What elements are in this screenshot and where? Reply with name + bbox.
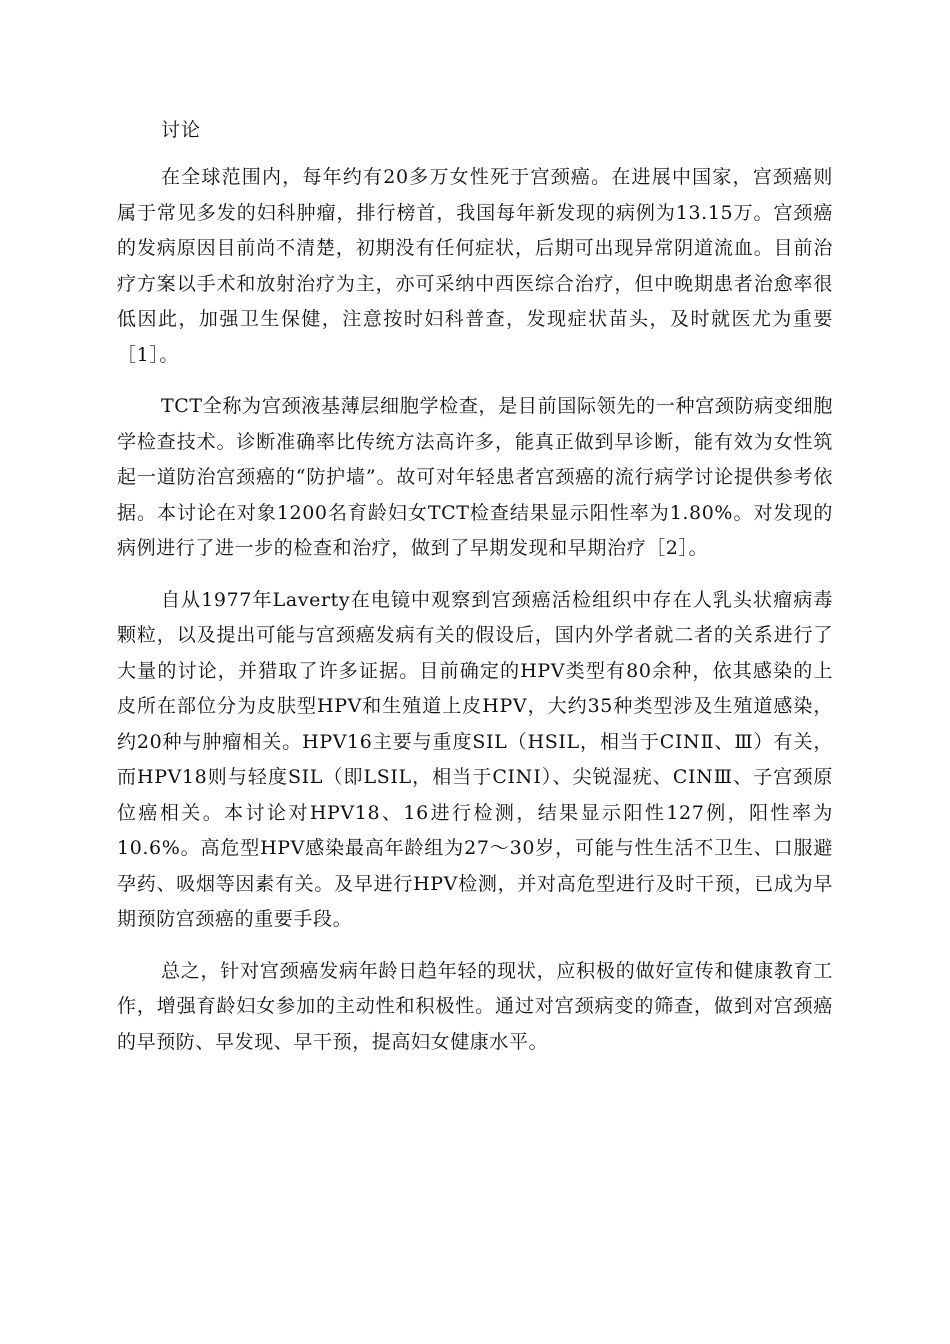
- paragraph-1: 在全球范围内，每年约有20多万女性死于宫颈癌。在进展中国家，宫颈癌则属于常见多发的妇科肿瘤，排行榜首，我国每年新发现的病例为13.15万。宫颈癌的发病原因目前尚不清楚，初期没有任何症状，后期可出现异常阴道流血。目前治疗方案以手术和放射治疗为主，亦可采纳中西医综合治疗，但中晚期患者治愈率很低因此，加强卫生保健，注意按时妇科普查，发现症状苗头，及时就医尤为重要［1］。: [117, 166, 833, 366]
- paragraph-3: 自从1977年Laverty在电镜中观察到宫颈癌活检组织中存在人乳头状瘤病毒颗粒，以及提出可能与宫颈癌发病有关的假设后，国内外学者就二者的关系进行了大量的讨论，并猎取了许多证据。目前确定的HPV类型有80余种，依其感染的上皮所在部位分为皮肤型HPV和生殖道上皮HPV，大约35种类型涉及生殖道感染，约20种与肿瘤相关。HPV16主要与重度SIL（HSIL，相当于CINⅡ、Ⅲ）有关，而HPV18则与轻度SIL（即LSIL，相当于CINⅠ）、尖锐湿疣、CINⅢ、子宫颈原位癌相关。本讨论对HPV18、16进行检测，结果显示阳性127例，阳性率为10.6%。高危型HPV感染最高年龄组为27～30岁，可能与性生活不卫生、口服避孕药、吸烟等因素有关。及早进行HPV检测，并对高危型进行及时干预，已成为早期预防宫颈癌的重要手段。: [117, 588, 833, 930]
- section-heading: 讨论: [161, 119, 202, 141]
- document-page: [117, 112, 833, 1060]
- paragraph-4: 总之，针对宫颈癌发病年龄日趋年轻的现状，应积极的做好宣传和健康教育工作，增强育龄妇女参加的主动性和积极性。通过对宫颈病变的筛查，做到对宫颈癌的早预防、早发现、早干预，提高妇女健康水平。: [117, 959, 833, 1053]
- paragraph-2: TCT全称为宫颈液基薄层细胞学检查，是目前国际领先的一种宫颈防病变细胞学检查技术。诊断准确率比传统方法高许多，能真正做到早诊断，能有效为女性筑起一道防治宫颈癌的“防护墙”。故可对年轻患者宫颈癌的流行病学讨论提供参考依据。本讨论在对象1200名育龄妇女TCT检查结果显示阳性率为1.80%。对发现的病例进行了进一步的检查和治疗，做到了早期发现和早期治疗［2］。: [117, 395, 833, 559]
